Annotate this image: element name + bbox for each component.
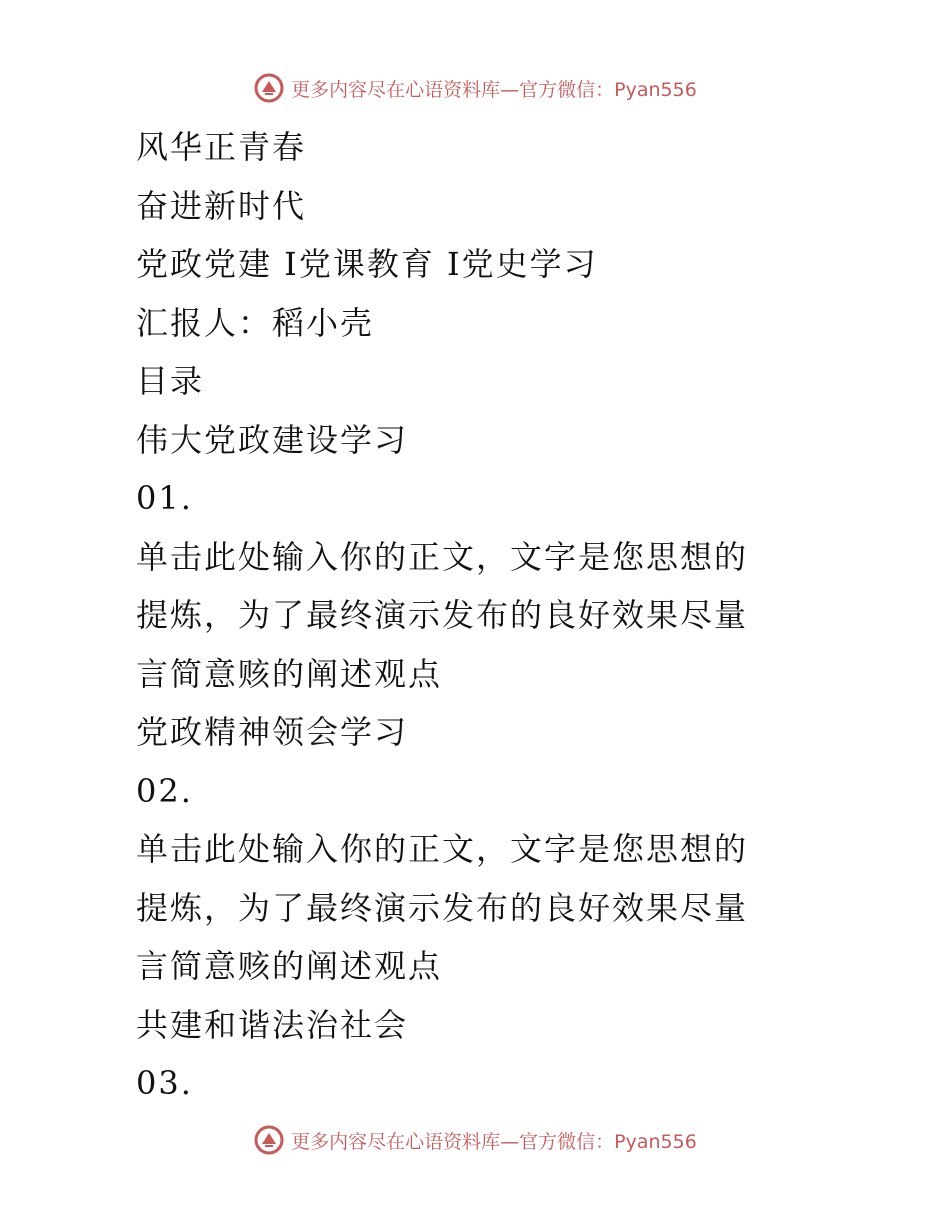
document-body	[136, 118, 776, 1113]
section-number-3: 03.	[136, 1064, 193, 1102]
header-watermark	[0, 72, 950, 104]
section-body-1-line-2: 提炼，为了最终演示发布的良好效果尽量	[136, 596, 749, 634]
title-line-2: 奋进新时代	[136, 186, 307, 225]
section-body-1-line-3: 言简意赅的阐述观点	[136, 654, 443, 693]
watermark-text: 更多内容尽在心语资料库—官方微信：Pyan556	[291, 1130, 697, 1153]
subtitle-line: 党政党建 I党课教育 I党史学习	[136, 245, 598, 283]
book-logo-icon	[253, 1124, 285, 1156]
section-title-3: 共建和谐法治社会	[136, 1005, 409, 1044]
section-number-2: 02.	[136, 771, 193, 810]
section-title-1: 伟大党政建设学习	[136, 420, 409, 459]
title-line-1: 风华正青春	[136, 128, 307, 166]
section-number-1: 01.	[136, 479, 193, 517]
watermark-text: 更多内容尽在心语资料库—官方微信：Pyan556	[291, 78, 697, 101]
section-body-1-line-1: 单击此处输入你的正文，文字是您思想的	[136, 537, 749, 576]
footer-watermark	[0, 1124, 950, 1156]
section-title-2: 党政精神领会学习	[136, 713, 409, 751]
book-logo-icon	[253, 72, 285, 104]
section-body-2-line-3: 言简意赅的阐述观点	[136, 947, 443, 985]
section-body-2-line-1: 单击此处输入你的正文，文字是您思想的	[136, 830, 749, 868]
toc-heading: 目录	[136, 362, 205, 400]
reporter-line: 汇报人：稻小壳	[136, 303, 375, 342]
section-body-2-line-2: 提炼，为了最终演示发布的良好效果尽量	[136, 888, 749, 927]
